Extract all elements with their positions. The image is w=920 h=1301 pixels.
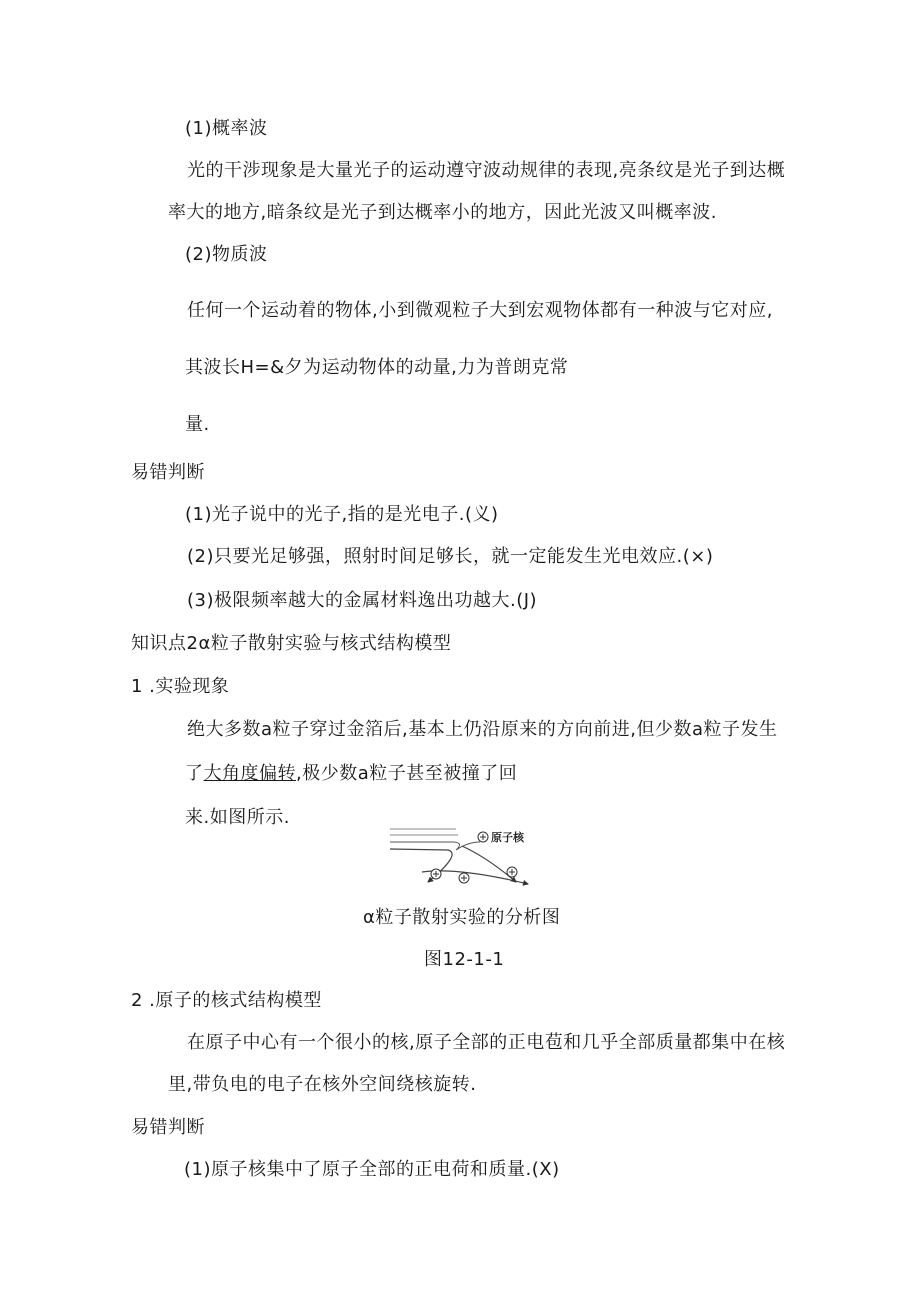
alpha-track-path bbox=[390, 849, 452, 882]
figure-number: 图12-1-1 bbox=[424, 949, 505, 970]
paragraph-line: 其波长H=&夕为运动物体的动量,力为普朗克常 bbox=[185, 357, 569, 378]
judgement-item: (1)光子说中的光子,指的是光电子.(义) bbox=[185, 504, 499, 525]
alpha-scattering-figure bbox=[388, 824, 538, 890]
underlined-term: 大角度偏转 bbox=[203, 763, 296, 784]
judgement-title: 易错判断 bbox=[131, 462, 205, 483]
judgement-title: 易错判断 bbox=[131, 1117, 205, 1138]
heading-probability-wave: (1)概率波 bbox=[185, 118, 268, 139]
knowledge-point-title: 知识点2α粒子散射实验与核式结构模型 bbox=[131, 633, 452, 654]
judgement-item: (2)只要光足够强，照射时间足够长，就一定能发生光电效应.(×) bbox=[187, 546, 714, 567]
paragraph-line: 里,带负电的电子在核外空间绕核旋转. bbox=[168, 1074, 477, 1095]
text-run: 了 bbox=[185, 763, 204, 784]
paragraph-line: 光的干涉现象是大量光子的运动遵守波动规律的表现,亮条纹是光子到达概 bbox=[187, 160, 786, 181]
paragraph-line: 绝大多数a粒子穿过金箔后,基本上仍沿原来的方向前进,但少数a粒子发生 bbox=[187, 719, 778, 740]
subheading-experiment: 1 .实验现象 bbox=[131, 676, 230, 697]
paragraph-line: 来.如图所示. bbox=[185, 807, 290, 828]
judgement-item: (1)原子核集中了原子全部的正电荷和质量.(X) bbox=[184, 1159, 560, 1180]
text-run: ,极少数a粒子甚至被撞了回 bbox=[296, 763, 518, 784]
paragraph-line: 在原子中心有一个很小的核,原子全部的正电苞和几乎全部质量都集中在核 bbox=[187, 1032, 786, 1053]
figure-caption: α粒子散射实验的分析图 bbox=[363, 907, 561, 928]
paragraph-line: 率大的地方,暗条纹是光子到达概率小的地方，因此光波又叫概率波. bbox=[168, 202, 717, 223]
figure-label: 原子核 bbox=[491, 831, 524, 844]
paragraph-line: 量. bbox=[185, 414, 210, 435]
nucleus-plus-icon bbox=[431, 869, 441, 879]
judgement-item: (3)极限频率越大的金属材料逸出功越大.(J) bbox=[187, 590, 538, 611]
alpha-track-path bbox=[462, 846, 516, 882]
subheading-model: 2 .原子的核式结构模型 bbox=[131, 990, 322, 1011]
nucleus-plus-icon bbox=[478, 832, 488, 842]
paragraph-line bbox=[185, 762, 517, 786]
nucleus-plus-icon bbox=[459, 873, 469, 883]
heading-matter-wave: (2)物质波 bbox=[185, 244, 268, 265]
nucleus-plus-icon bbox=[507, 867, 517, 877]
paragraph-line: 任何一个运动着的物体,小到微观粒子大到宏观物体都有一种波与它对应, bbox=[187, 300, 773, 321]
